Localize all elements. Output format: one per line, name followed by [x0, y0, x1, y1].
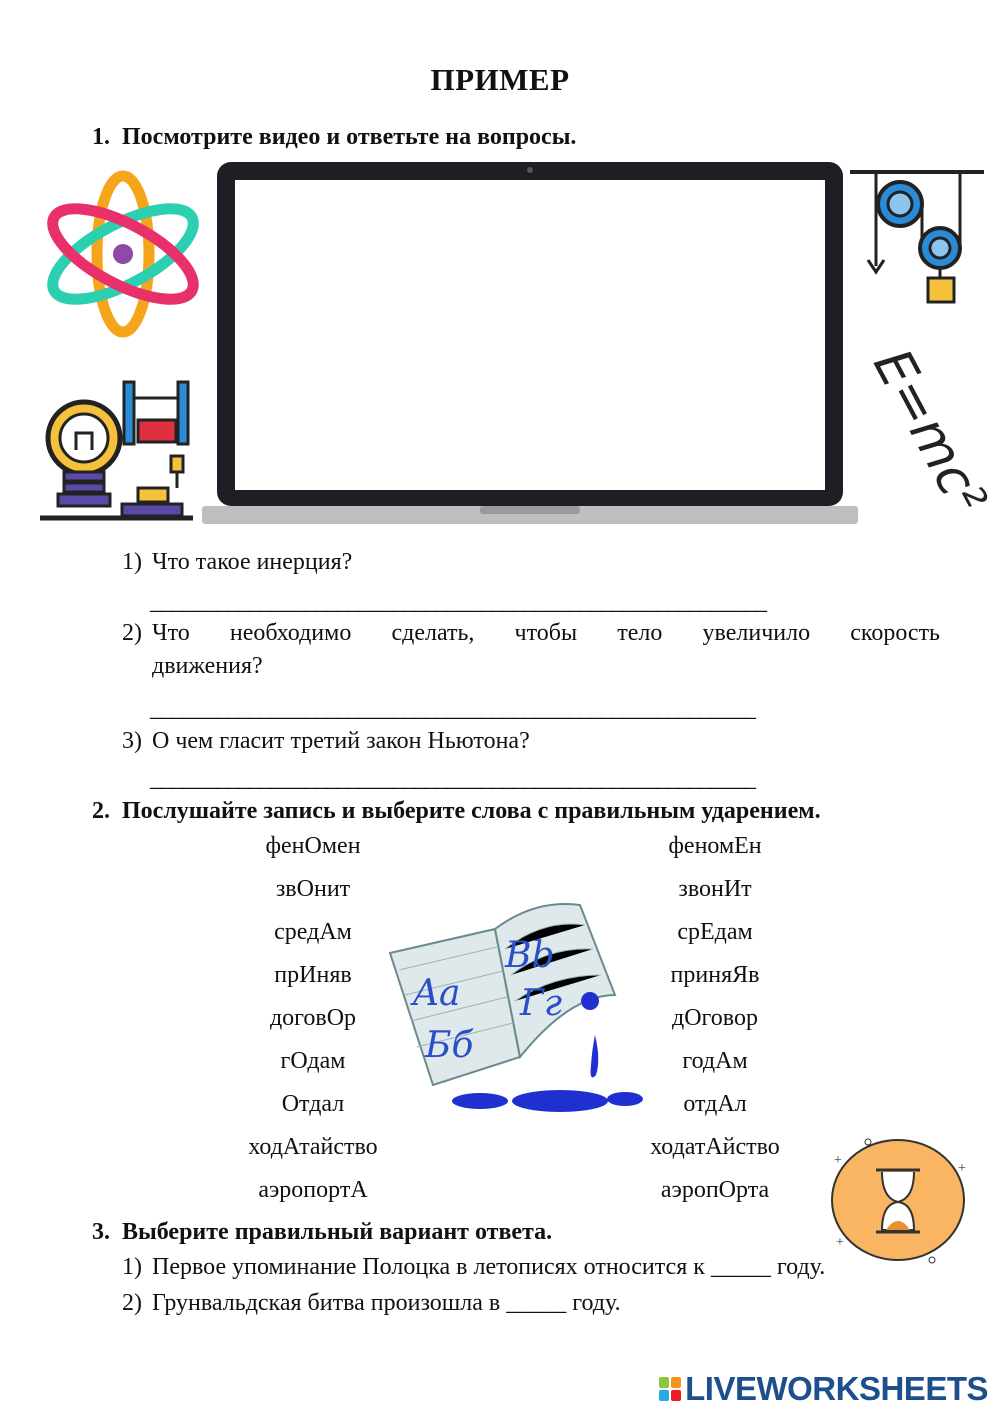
task3-question-2: 2) Грунвальдская битва произошла в _____ году.: [122, 1290, 621, 1316]
formula-emc2: E=mc²: [861, 339, 998, 524]
word-option-right[interactable]: аэропОрта: [660, 1177, 770, 1203]
task3-question-1: 1) Первое упоминание Полоцка в летописях относится к _____ году.: [122, 1254, 826, 1280]
atom-icon: [40, 162, 205, 347]
word-option-right[interactable]: ходатАйство: [650, 1134, 780, 1160]
task2-heading: [92, 798, 821, 825]
answer-line-1[interactable]: ________________________________________________________: [150, 589, 766, 615]
task1-question-1: 1) Что такое инерция?: [122, 549, 353, 575]
answer-line-2[interactable]: _______________________________________________________: [150, 696, 755, 722]
svg-text:+: +: [834, 1153, 842, 1168]
task3-heading: [92, 1219, 552, 1246]
word-option-left[interactable]: фенОмен: [265, 833, 361, 859]
word-option-left[interactable]: средАм: [274, 919, 352, 945]
task2-number: 2.: [92, 798, 110, 824]
task1-heading: [92, 124, 576, 151]
laptop-video-frame[interactable]: [200, 158, 860, 530]
svg-text:Bb: Bb: [505, 935, 555, 976]
word-option-left[interactable]: гОдам: [280, 1048, 346, 1074]
word-option-left[interactable]: Отдал: [281, 1091, 345, 1117]
page-title: ПРИМЕР: [430, 62, 570, 97]
word-option-left[interactable]: звОнит: [275, 876, 351, 902]
task2-heading-text: Послушайте запись и выберите слова с правильным ударением.: [122, 798, 821, 824]
notebook-ink-illustration: [385, 895, 650, 1120]
task1-question-2: 2) Что необходимо сделать, чтобы тело увеличило скорость движения?: [122, 620, 940, 679]
word-option-left[interactable]: договОр: [269, 1005, 357, 1031]
word-option-right[interactable]: звонИт: [678, 876, 752, 902]
lightbulb-machine-icon: [38, 378, 198, 528]
task1-heading-text: Посмотрите видео и ответьте на вопросы.: [122, 124, 577, 150]
svg-text:Aa: Aa: [413, 973, 461, 1014]
answer-line-3[interactable]: _______________________________________________________: [150, 766, 755, 792]
logo-mark-icon: [659, 1377, 681, 1401]
word-option-right[interactable]: годАм: [682, 1048, 748, 1074]
word-option-right[interactable]: дОговор: [672, 1005, 758, 1031]
task1-number: 1.: [92, 124, 110, 150]
svg-text:Гг: Гг: [520, 983, 563, 1024]
svg-text:Бб: Бб: [425, 1025, 474, 1066]
liveworksheets-logo: LIVEWORKSHEETS: [659, 1370, 988, 1408]
task1-question-3: 3) О чем гласит третий закон Ньютона?: [122, 728, 530, 754]
word-option-right[interactable]: отдАл: [683, 1091, 747, 1117]
word-option-right[interactable]: срЕдам: [677, 919, 753, 945]
svg-text:+: +: [836, 1235, 844, 1250]
word-option-right[interactable]: приняЯв: [670, 962, 760, 988]
pulley-icon: [848, 166, 988, 311]
word-option-left[interactable]: аэропортА: [258, 1177, 368, 1203]
task3-number: 3.: [92, 1219, 110, 1245]
word-option-left[interactable]: прИняв: [274, 962, 352, 988]
word-option-left[interactable]: ходАтайство: [248, 1134, 378, 1160]
word-option-right[interactable]: феномЕн: [668, 833, 762, 859]
task3-heading-text: Выберите правильный вариант ответа.: [122, 1219, 553, 1245]
svg-text:+: +: [958, 1161, 966, 1176]
hourglass-icon: [820, 1130, 970, 1270]
